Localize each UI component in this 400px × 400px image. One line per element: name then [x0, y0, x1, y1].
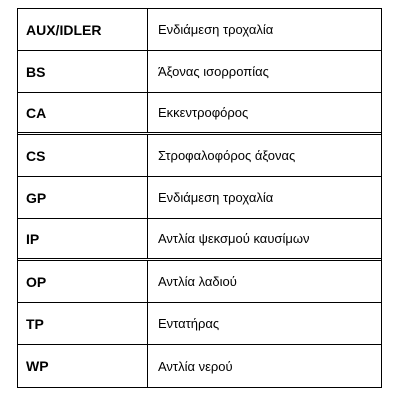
- description-cell: Αντλία ψεκσμού καυσίμων: [158, 231, 310, 246]
- abbreviation-cell: TP: [18, 303, 148, 344]
- abbreviation-cell: CS: [18, 135, 148, 176]
- table-row: [18, 345, 381, 387]
- table-row: [18, 219, 381, 261]
- abbreviation-cell: OP: [18, 261, 148, 302]
- table-row: [18, 9, 381, 51]
- description-cell: Άξονας ισορροπίας: [158, 64, 269, 79]
- table-row: [18, 93, 381, 135]
- table-row: [18, 177, 381, 219]
- abbreviation-cell: WP: [18, 345, 148, 387]
- description-cell: Ενδιάμεση τροχαλία: [158, 22, 274, 37]
- description-cell: Αντλία νερού: [158, 358, 233, 374]
- description-cell: Εντατήρας: [158, 316, 220, 331]
- description-cell: Στροφαλοφόρος άξονας: [158, 148, 296, 163]
- description-cell: Αντλία λαδιού: [158, 274, 237, 289]
- abbreviation-table: [17, 8, 382, 388]
- description-cell: Εκκεντροφόρος: [158, 105, 249, 120]
- table-row: [18, 303, 381, 345]
- abbreviation-cell: IP: [18, 219, 148, 258]
- table-row: [18, 135, 381, 177]
- abbreviation-cell: BS: [18, 51, 148, 92]
- abbreviation-cell: AUX/IDLER: [18, 9, 148, 50]
- abbreviation-cell: CA: [18, 93, 148, 132]
- description-cell: Ενδιάμεση τροχαλία: [158, 190, 274, 205]
- table-row: [18, 261, 381, 303]
- abbreviation-cell: GP: [18, 177, 148, 218]
- table-row: [18, 51, 381, 93]
